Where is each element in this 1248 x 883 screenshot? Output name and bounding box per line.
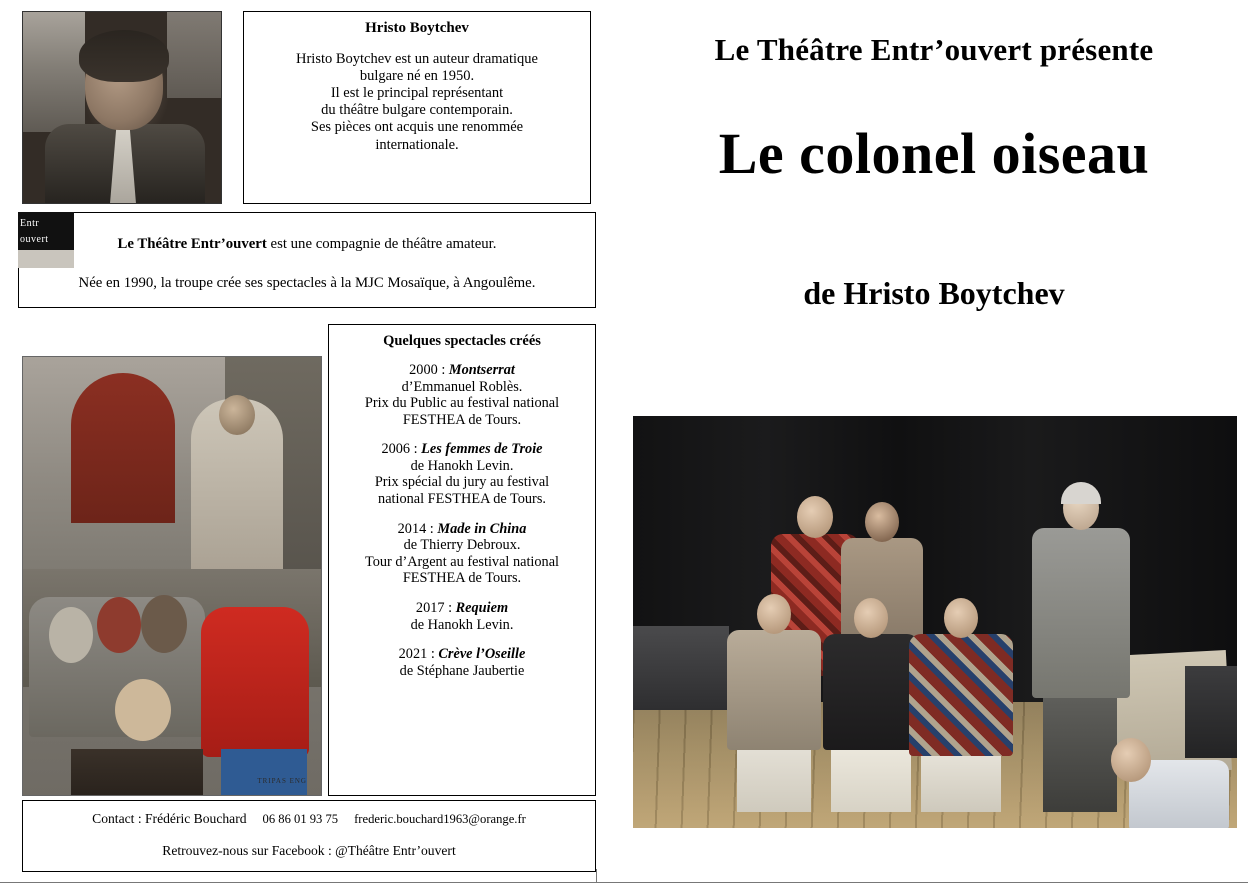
show-header xyxy=(337,521,587,538)
page-fold-tick xyxy=(596,869,597,883)
show-year: 2000 : xyxy=(409,362,449,378)
actor-legs xyxy=(831,746,911,812)
painting-figure xyxy=(97,597,141,653)
show-header xyxy=(337,600,587,617)
company-line-1 xyxy=(29,235,585,254)
author-portrait-image xyxy=(22,11,222,204)
painting-figure xyxy=(49,607,93,663)
actor-head xyxy=(757,594,791,634)
show-header xyxy=(337,441,587,458)
actor-legs xyxy=(737,746,811,812)
show-year: 2014 : xyxy=(397,520,438,537)
company-description-box xyxy=(18,212,596,308)
list-item xyxy=(337,362,587,428)
portrait-background-right xyxy=(167,12,221,98)
stage-bed xyxy=(633,626,729,710)
contact-box xyxy=(22,800,596,872)
list-item xyxy=(337,521,587,587)
list-item xyxy=(337,441,587,507)
author-bio-line: Il est le principal représentant xyxy=(330,85,504,102)
contact-email[interactable]: frederic.bouchard1963@orange.fr xyxy=(354,812,526,826)
painting-arch xyxy=(71,373,175,523)
contact-row xyxy=(33,811,585,827)
actor-head xyxy=(944,598,978,638)
author-bio-line: bulgare né en 1950. xyxy=(359,68,475,85)
show-header xyxy=(337,362,587,379)
show-detail: Prix spécial du jury au festival xyxy=(374,474,550,491)
logo-line-2: ouvert xyxy=(20,234,49,245)
painting-image xyxy=(22,356,322,796)
contact-phone[interactable]: 06 86 01 93 75 xyxy=(262,812,339,826)
actor-body xyxy=(1032,528,1130,698)
stage-photo-image xyxy=(633,416,1237,828)
show-name: Requiem xyxy=(455,599,509,616)
show-name: Made in China xyxy=(437,520,527,537)
company-logo-icon xyxy=(18,212,74,268)
company-name-rest: est une compagnie de théâtre amateur. xyxy=(266,236,497,252)
show-detail: FESTHEA de Tours. xyxy=(402,411,522,428)
painting-table xyxy=(71,749,203,796)
actor-hair xyxy=(1061,482,1101,504)
portrait-hair xyxy=(79,30,169,82)
painting-figure xyxy=(141,595,187,653)
show-name: Crève l’Oseille xyxy=(438,646,526,663)
painting-standing-figure-head xyxy=(219,395,255,435)
painting-blue-legs xyxy=(221,749,307,796)
shows-list-box xyxy=(328,324,596,796)
show-detail: de Hanokh Levin. xyxy=(410,457,514,474)
actor-head xyxy=(865,502,899,542)
page-title: Le colonel oiseau xyxy=(718,121,1150,186)
portrait-background-left xyxy=(23,12,85,132)
logo-bar xyxy=(18,250,74,268)
actor-body xyxy=(909,634,1013,756)
actor-crouching xyxy=(1085,734,1225,828)
show-detail: de Thierry Debroux. xyxy=(403,537,521,554)
author-bio-line: Hristo Boytchev est un auteur dramatique xyxy=(295,51,538,67)
show-detail: de Hanokh Levin. xyxy=(410,616,514,633)
actor-body xyxy=(727,630,821,750)
author-bio-box xyxy=(243,11,591,204)
author-name: Hristo Boytchev xyxy=(365,20,469,36)
show-year: 2021 : xyxy=(398,646,439,663)
show-name: Les femmes de Troie xyxy=(421,441,543,458)
show-detail: FESTHEA de Tours. xyxy=(402,570,522,587)
show-detail: de Stéphane Jaubertie xyxy=(399,662,525,679)
painting-red-figure xyxy=(201,607,309,757)
list-item xyxy=(337,646,587,679)
actor-legs xyxy=(921,752,1001,812)
show-detail: Tour d’Argent au festival national xyxy=(364,553,560,570)
actor-seated-right xyxy=(905,598,1017,812)
poster-panel xyxy=(620,0,1248,883)
contact-name: Contact : Frédéric Bouchard xyxy=(92,811,247,826)
actor-head xyxy=(1111,738,1151,782)
logo-line-1: Entr xyxy=(20,218,40,229)
show-header xyxy=(337,646,587,663)
poster-byline: de Hristo Boytchev xyxy=(803,275,1065,311)
painting-signature: TRIPAS ENG xyxy=(257,777,307,785)
author-bio-line: internationale. xyxy=(375,136,459,153)
list-item xyxy=(337,600,587,633)
show-detail: d’Emmanuel Roblès. xyxy=(401,378,523,395)
show-year: 2006 : xyxy=(381,441,422,458)
show-year: 2017 : xyxy=(415,599,456,616)
show-name: Montserrat xyxy=(448,362,515,378)
left-panel xyxy=(18,8,596,874)
painting-figure xyxy=(115,679,171,741)
author-bio-line: du théâtre bulgare contemporain. xyxy=(321,102,513,119)
show-detail: Prix du Public au festival national xyxy=(364,395,560,412)
company-line-2: Née en 1990, la troupe crée ses spectacles à la MJC Mosaïque, à Angoulême. xyxy=(78,275,536,292)
company-name: Le Théâtre Entr’ouvert xyxy=(117,236,267,252)
poster-presents-line: Le Théâtre Entr’ouvert présente xyxy=(714,32,1154,67)
actor-head xyxy=(854,598,888,638)
author-bio-line: Ses pièces ont acquis une renommée xyxy=(310,119,524,136)
show-detail: national FESTHEA de Tours. xyxy=(378,491,546,508)
shows-title: Quelques spectacles créés xyxy=(383,333,541,349)
contact-facebook[interactable]: Retrouvez-nous sur Facebook : @Théâtre Entr’ouvert xyxy=(162,843,456,859)
actor-seated-left xyxy=(725,594,823,812)
actor-head xyxy=(797,496,833,538)
